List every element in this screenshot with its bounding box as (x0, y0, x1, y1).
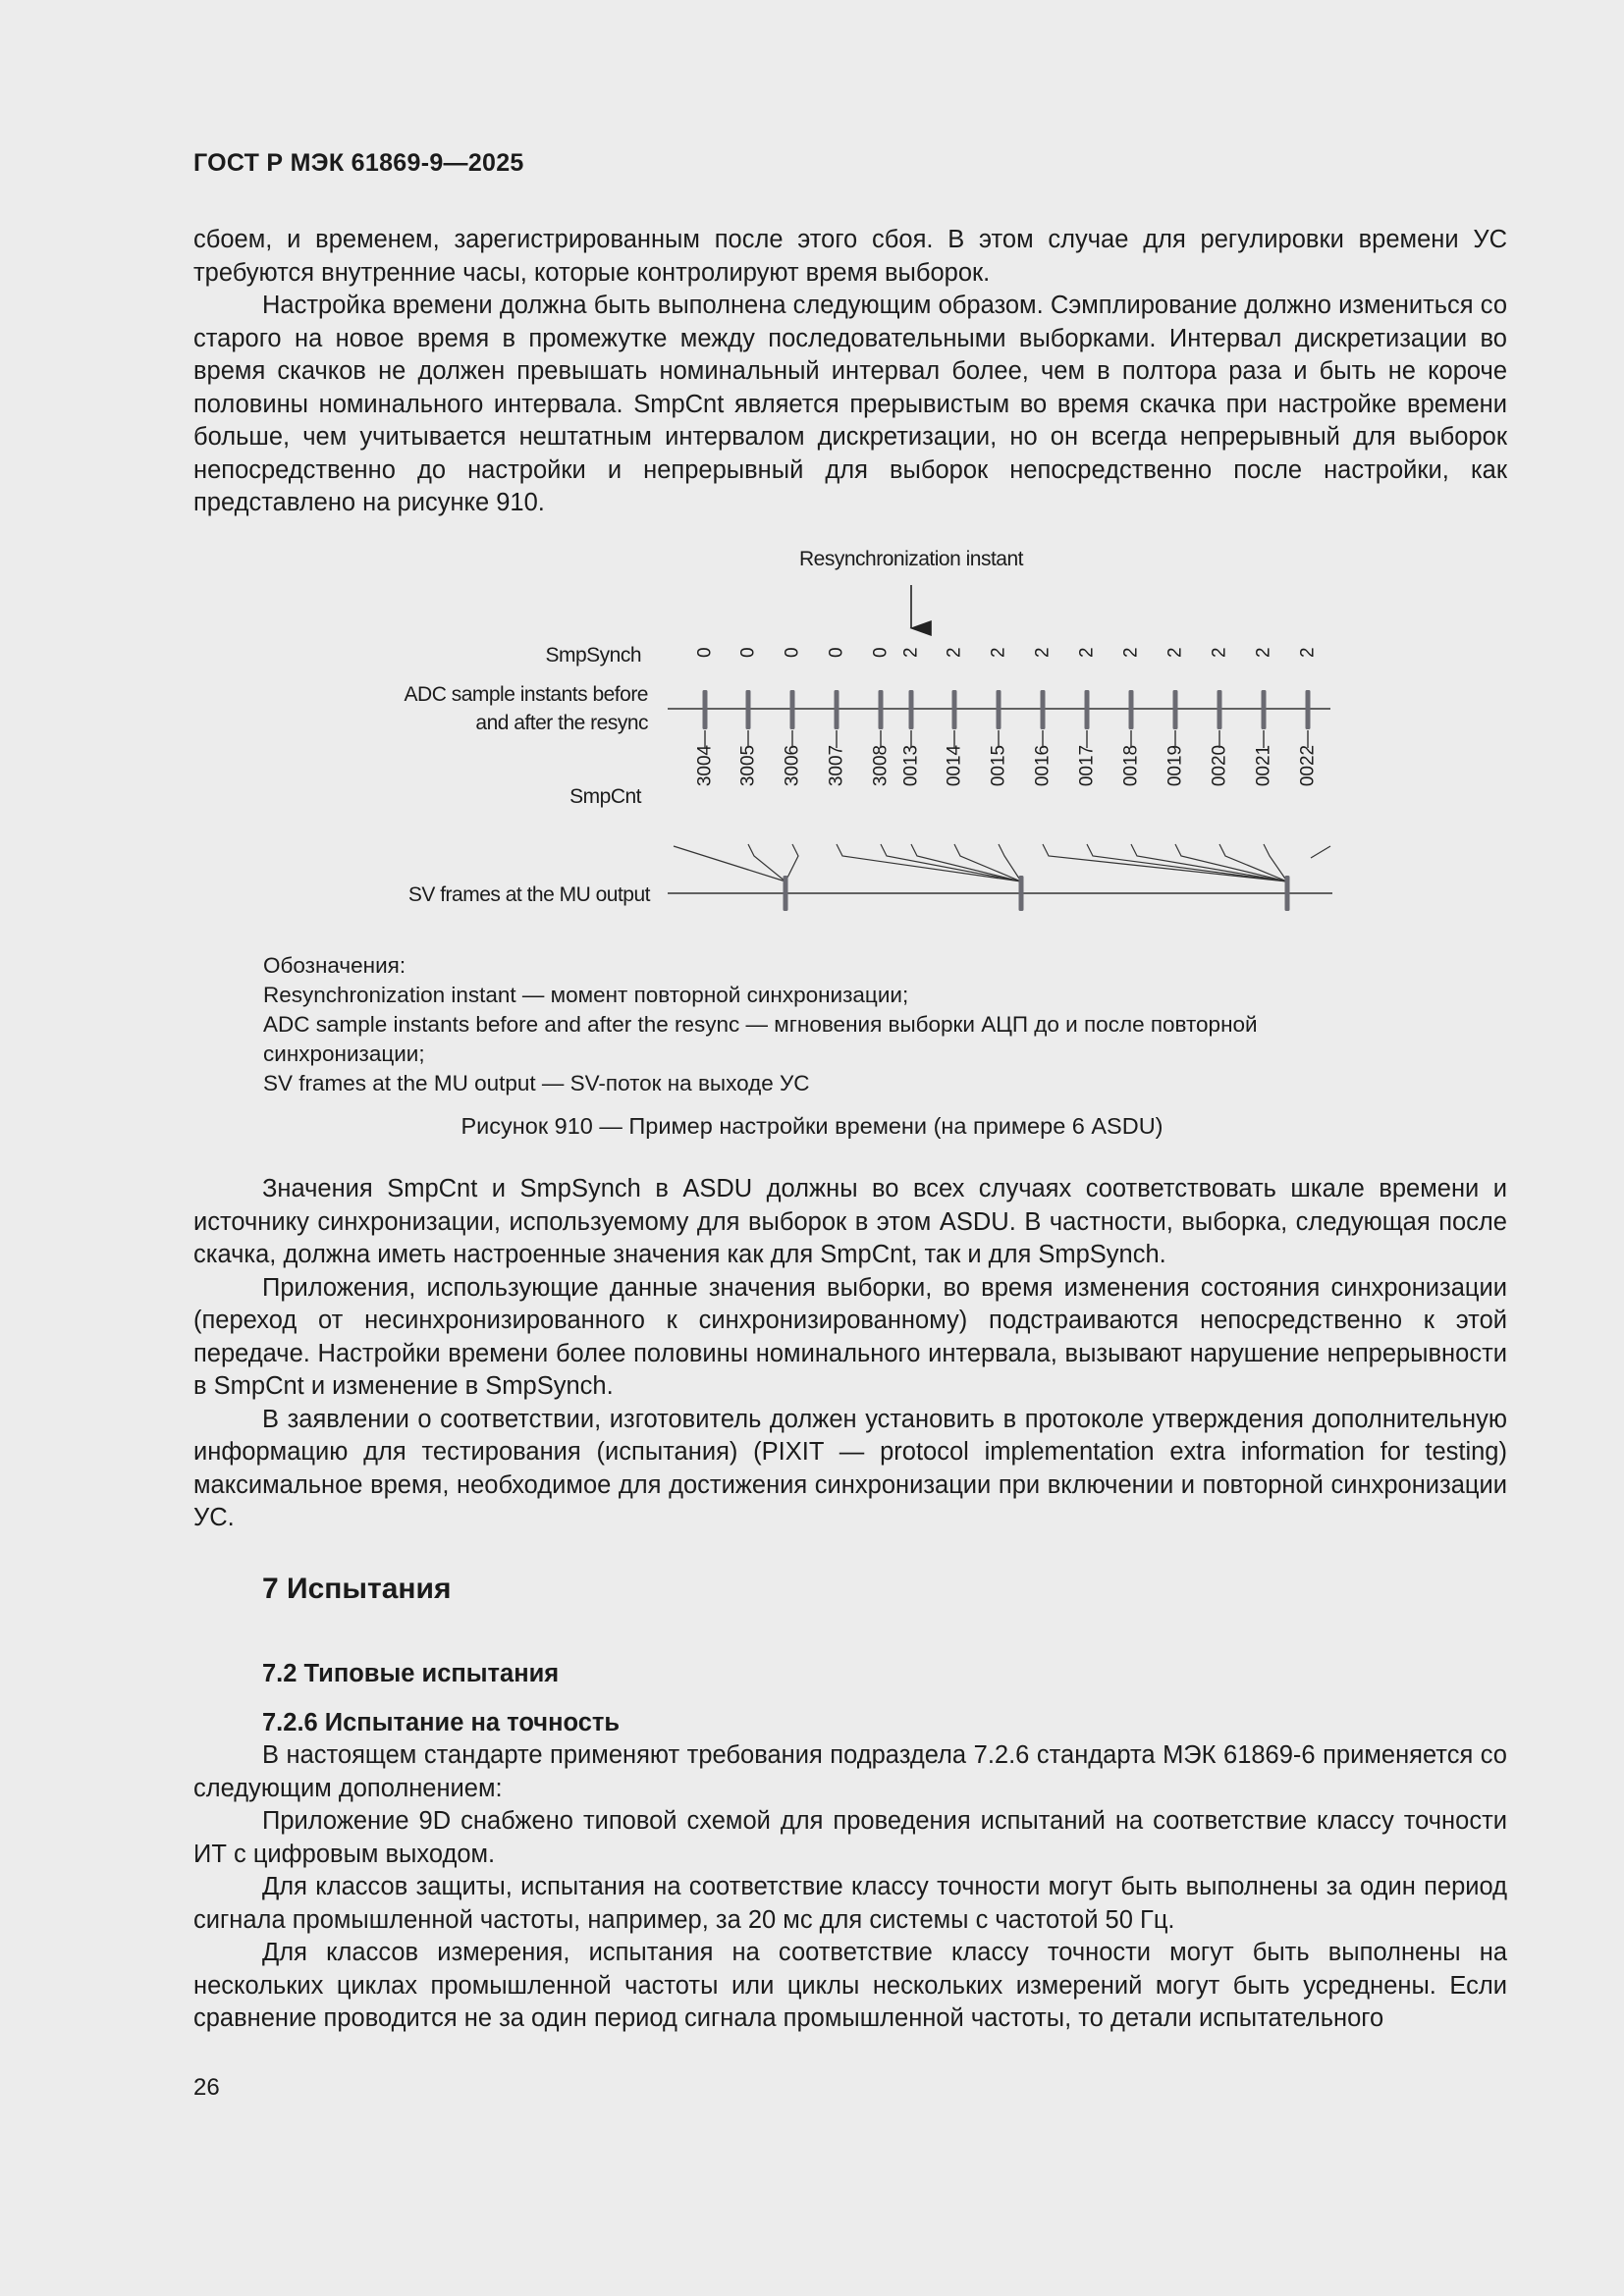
smpcnt-value: 0014 (944, 744, 965, 787)
smpcnt-value: 0022 (1297, 744, 1319, 787)
adc-sample-tick (1173, 690, 1178, 729)
figure-caption: Рисунок 910 — Пример настройки времени (на примере 6 ASDU) (460, 1113, 1164, 1139)
adc-label-line1: ADC sample instants before (404, 683, 648, 706)
adc-sample-tick (1262, 690, 1267, 729)
paragraph: В заявлении о соответствии, изготовитель должен установить в протоколе утверждения дополнительную информацию для тестирования (испытания) (PIXIT — protocol implementation extra information for testing) максимальное время, необходимое для достижения синхронизации при включении и повторной синхронизации УС. (193, 1405, 1507, 1531)
timing-diagram (0, 530, 1624, 942)
body-text (193, 1173, 1507, 1535)
document-code-header: ГОСТ Р МЭК 61869-9—2025 (193, 149, 524, 177)
sv-frames-label: SV frames at the MU output (407, 883, 650, 906)
paragraph: сбоем, и временем, зарегистрированным после этого сбоя. В этом случае для регулировки времени УС требуются внутренние часы, которые контролируют время выборок. (193, 226, 1507, 287)
paragraph: В настоящем стандарте применяют требования подраздела 7.2.6 стандарта МЭК 61869-6 применяется со следующим дополнением: (193, 1741, 1507, 1802)
smpcnt-value: 0018 (1120, 744, 1142, 787)
smpsynch-value: 0 (782, 647, 803, 658)
figure-legend (263, 951, 1422, 1098)
smpcnt-value: 3005 (737, 744, 759, 787)
legend-item: Resynchronization instant — момент повторной синхронизации; (263, 983, 909, 1007)
paragraph: Приложение 9D снабжено типовой схемой для проведения испытаний на соответствие классу точности ИТ с цифровым выходом. (193, 1807, 1507, 1868)
smpcnt-value: 0013 (900, 744, 922, 787)
smpsynch-value: 2 (1164, 647, 1186, 658)
sample-to-frame-line (674, 846, 785, 881)
sv-frame-marker (1019, 876, 1024, 911)
adc-sample-tick (835, 690, 839, 729)
resync-instant-label: Resynchronization instant (799, 548, 1023, 570)
page-number: 26 (193, 2074, 220, 2101)
smpsynch-value: 2 (1120, 647, 1142, 658)
smpcnt-value: 0017 (1076, 744, 1098, 787)
adc-sample-tick (1041, 690, 1046, 729)
adc-sample-tick (952, 690, 957, 729)
paragraph: Значения SmpCnt и SmpSynch в ASDU должны во всех случаях соответствовать шкале времени и источнику синхронизации, используемому для выборок в этом ASDU. В частности, выборка, следующая после скачка, должна иметь настроенные значения как для SmpCnt, так и для SmpSynch. (193, 1175, 1507, 1268)
intro-text (193, 224, 1507, 520)
adc-sample-tick (1085, 690, 1090, 729)
sample-to-frame-line (1264, 844, 1287, 881)
sv-frame-marker (784, 876, 788, 911)
legend-title: Обозначения: (263, 953, 406, 978)
adc-sample-tick (790, 690, 795, 729)
subsubsection-heading: 7.2.6 Испытание на точность (262, 1709, 621, 1736)
adc-sample-tick (746, 690, 751, 729)
smpcnt-label: SmpCnt (569, 785, 641, 808)
adc-sample-tick (997, 690, 1001, 729)
smpsynch-value: 0 (870, 647, 892, 658)
smpcnt-value: 0019 (1164, 744, 1186, 787)
smpsynch-value: 2 (1032, 647, 1054, 658)
smpcnt-value: 3008 (870, 744, 892, 787)
smpsynch-value: 2 (900, 647, 922, 658)
paragraph: Для классов измерения, испытания на соответствие классу точности могут быть выполнены на нескольких циклах промышленной частоты или циклы нескольких измерений могут быть усреднены. Если сравнение проводится не за один период сигнала промышленной частоты, то детали испытательного (193, 1939, 1507, 2032)
adc-sample-tick (909, 690, 914, 729)
smpsynch-value: 2 (988, 647, 1009, 658)
smpcnt-value: 3004 (694, 744, 716, 787)
smpsynch-value: 2 (1209, 647, 1230, 658)
smpsynch-value: 0 (826, 647, 847, 658)
figure-time-adjustment (0, 530, 1624, 942)
smpsynch-value: 2 (1297, 647, 1319, 658)
smpsynch-value: 2 (1253, 647, 1274, 658)
adc-label-line2: and after the resync (475, 712, 648, 734)
smpcnt-value: 0016 (1032, 744, 1054, 787)
smpcnt-value: 3006 (782, 744, 803, 787)
paragraph: Для классов защиты, испытания на соответствие классу точности могут быть выполнены за один период сигнала промышленной частоты, например, за 20 мс для системы с частотой 50 Гц. (193, 1873, 1507, 1934)
section-heading: 7 Испытания (262, 1573, 452, 1605)
smpcnt-value: 3007 (826, 744, 847, 787)
legend-item: ADC sample instants before and after the resync — мгновения выборки АЦП до и после повторной (263, 1012, 1258, 1037)
sample-to-frame-line (1043, 844, 1287, 881)
smpsynch-value: 0 (737, 647, 759, 658)
sample-to-frame-line (1311, 846, 1330, 858)
adc-sample-tick (1306, 690, 1311, 729)
adc-sample-tick (1129, 690, 1134, 729)
smpsynch-label: SmpSynch (545, 644, 641, 667)
smpsynch-value: 2 (944, 647, 965, 658)
adc-sample-tick (1218, 690, 1222, 729)
smpcnt-value: 0021 (1253, 744, 1274, 787)
smpcnt-value: 0020 (1209, 744, 1230, 787)
sample-to-frame-line (954, 844, 1021, 881)
smpsynch-value: 0 (694, 647, 716, 658)
legend-item: SV frames at the MU output — SV-поток на выходе УС (263, 1071, 810, 1095)
paragraph: Настройка времени должна быть выполнена следующим образом. Сэмплирование должно измениться со старого на новое время в промежутке между последовательными выборками. Интервал дискретизации во время скачков не должен превышать номинальный интервал более, чем в полтора раза и быть не короче половины номинального интервала. SmpCnt является прерывистым во время скачка при настройке времени больше, чем учитывается нештатным интервалом дискретизации, но он всегда непрерывный для выборок непосредственно до настройки и непрерывный для выборок непосредственно после настройки, как представлено на рисунке 910. (193, 292, 1507, 516)
legend-item: синхронизации; (263, 1041, 425, 1066)
smpsynch-value: 2 (1076, 647, 1098, 658)
section-text (193, 1739, 1507, 2036)
adc-sample-tick (879, 690, 884, 729)
sv-frame-marker (1285, 876, 1290, 911)
sample-to-frame-line (785, 844, 798, 881)
adc-sample-tick (703, 690, 708, 729)
sample-to-frame-line (911, 844, 1021, 881)
subsection-heading: 7.2 Типовые испытания (262, 1660, 560, 1687)
smpcnt-value: 0015 (988, 744, 1009, 787)
sample-to-frame-line (999, 844, 1021, 881)
paragraph: Приложения, использующие данные значения выборки, во время изменения состояния синхронизации (переход от несинхронизированного к синхронизированному) подстраиваются непосредственно к этой передаче. Настройки времени более половины номинального интервала, вызывают нарушение непрерывности в SmpCnt и изменение в SmpSynch. (193, 1273, 1507, 1400)
